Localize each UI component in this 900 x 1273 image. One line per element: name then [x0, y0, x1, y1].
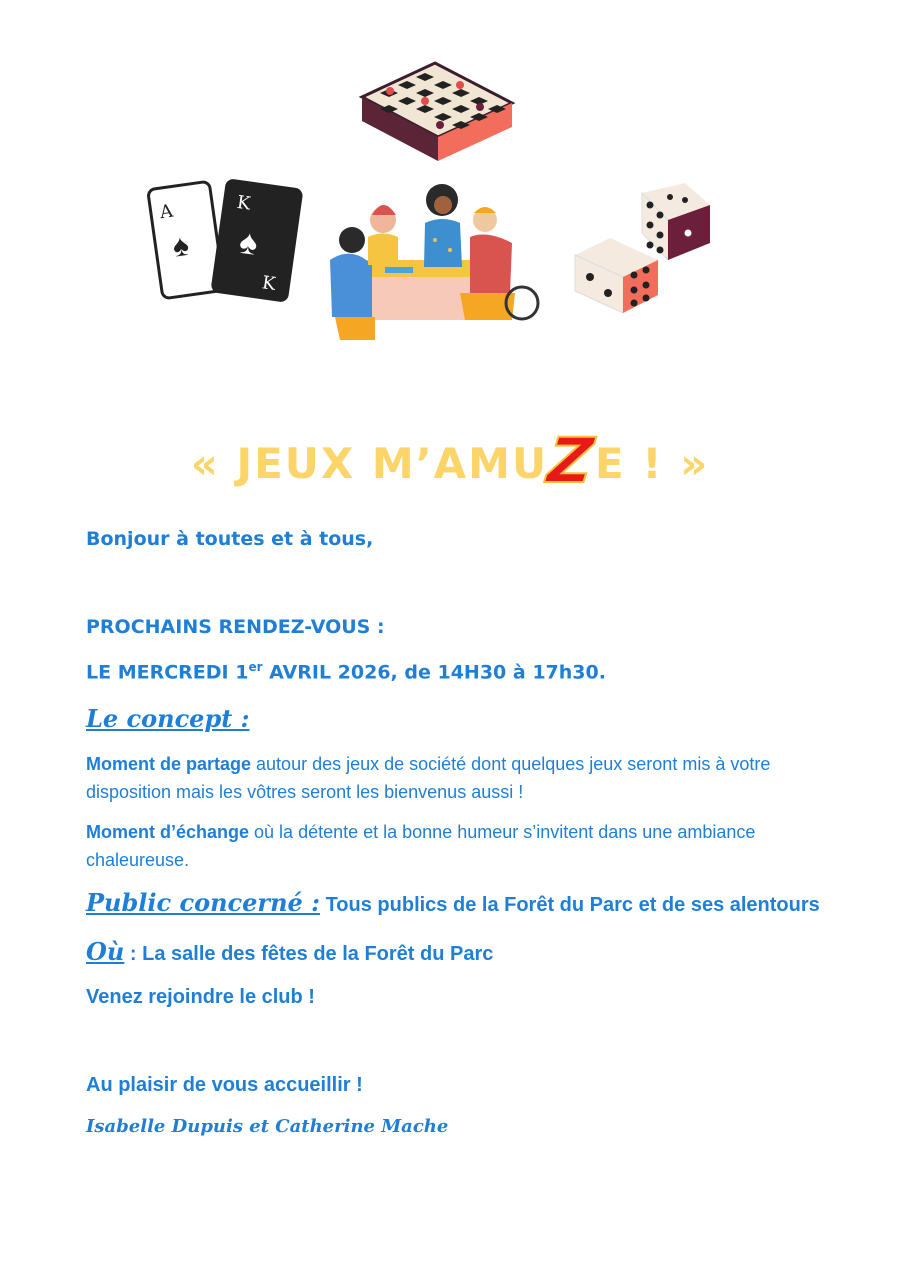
board-games-illustration [140, 55, 740, 355]
concept-heading [86, 704, 846, 733]
svg-text:♠: ♠ [236, 222, 261, 263]
concept-paragraph-2 [86, 818, 846, 874]
location-line [86, 937, 846, 966]
king-of-spades-card-icon [210, 178, 303, 303]
audience-value: Tous publics de la Forêt du Parc et de ses alentours [320, 894, 820, 916]
location-label: Où [86, 937, 125, 966]
event-title [0, 420, 900, 497]
audience-line [86, 888, 846, 917]
concept-paragraph-1 [86, 750, 846, 806]
date-prefix: LE MERCREDI 1 [86, 661, 249, 684]
location-value: : La salle des fêtes de la Forêt du Parc [124, 943, 494, 965]
next-meetings-heading: PROCHAINS RENDEZ-VOUS : [86, 616, 385, 638]
audience-label: Public concerné : [86, 888, 321, 917]
closing-line: Au plaisir de vous accueillir ! [86, 1074, 363, 1096]
concept-p1-bold: Moment de partage [86, 754, 252, 774]
king-label-bottom: K [260, 272, 277, 295]
svg-text:♠: ♠ [170, 228, 191, 264]
ace-label: A [158, 200, 175, 224]
title-letter-z: Z [544, 424, 599, 497]
king-label-top: K [235, 191, 252, 215]
date-ordinal: er [248, 660, 263, 674]
concept-p2-bold: Moment d’échange [86, 822, 250, 842]
signature: Isabelle Dupuis et Catherine Mache [86, 1116, 449, 1137]
meeting-date [86, 660, 846, 683]
date-suffix: AVRIL 2026, de 14H30 à 17h30. [262, 661, 606, 684]
title-part-1: « JEUX M’AMU [190, 439, 549, 488]
dice-icon [575, 183, 710, 313]
greeting: Bonjour à toutes et à tous, [86, 528, 374, 550]
people-playing-icon [330, 184, 538, 340]
title-part-2: E ! » [595, 439, 710, 488]
concept-p1-text: autour des jeux de société dont quelques jeux seront mis à votre disposition mais les vôtres seront les bienvenus aussi ! [86, 754, 771, 802]
concept-p2-text: où la détente et la bonne humeur s’invitent dans une ambiance chaleureuse. [86, 822, 756, 870]
join-line: Venez rejoindre le club ! [86, 986, 315, 1008]
checkerboard-icon [362, 63, 512, 161]
concept-heading-label: Le concept : [86, 704, 250, 733]
